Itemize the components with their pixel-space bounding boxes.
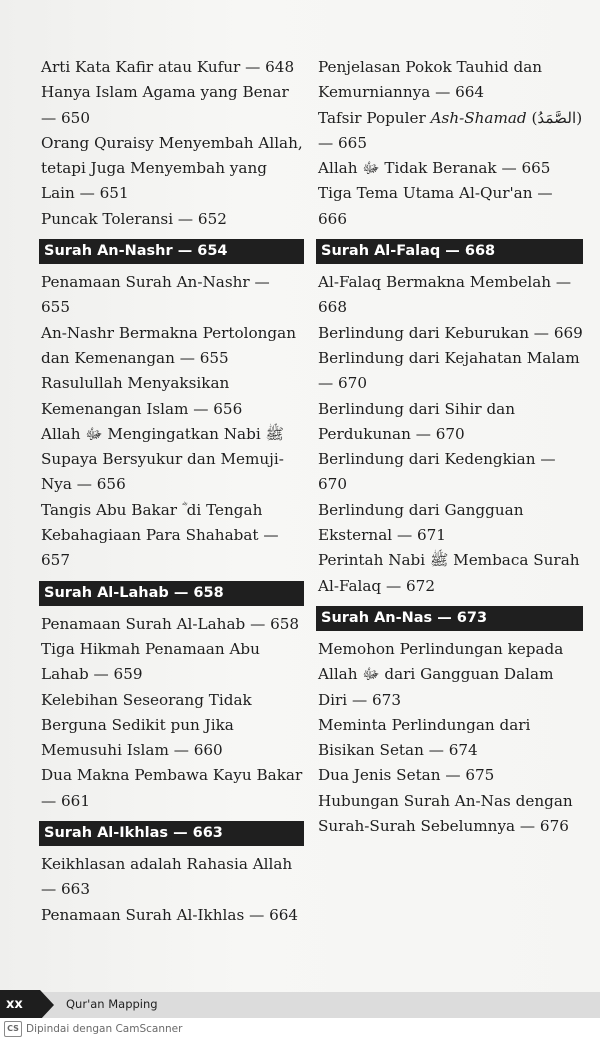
camscanner-icon: CS bbox=[4, 1021, 22, 1037]
footer-book-title: Qur'an Mapping bbox=[66, 997, 158, 1011]
section-heading-al-ikhlas: Surah Al-Ikhlas — 663 bbox=[39, 821, 304, 846]
toc-entry: Allah ﷻ Mengingatkan Nabi ﷺ Supaya Bersyukur dan Memuji-Nya — 656 bbox=[41, 424, 284, 494]
toc-entry: Tiga Tema Utama Al-Qur'an — 666 bbox=[318, 184, 553, 228]
toc-entry: Berlindung dari Keburukan — 669 bbox=[318, 323, 583, 342]
toc-entry: Kelebihan Seseorang Tidak Berguna Sedikit pun Jika Memusuhi Islam — 660 bbox=[41, 690, 252, 760]
toc-entry: Berlindung dari Sihir dan Perdukunan — 670 bbox=[318, 399, 516, 443]
scanner-text: Dipindai dengan CamScanner bbox=[26, 1023, 183, 1035]
toc-entry: Penamaan Surah Al-Ikhlas — 664 bbox=[41, 905, 299, 924]
toc-entry: Keikhlasan adalah Rahasia Allah — 663 bbox=[41, 855, 293, 899]
toc-entry: Berlindung dari Gangguan Eksternal — 671 bbox=[318, 500, 524, 545]
toc-entry: Allah ﷻ Tidak Beranak — 665 bbox=[318, 159, 551, 178]
toc-left-column bbox=[41, 55, 303, 928]
toc-entry: Puncak Toleransi — 652 bbox=[41, 209, 227, 228]
section-heading-an-nas: Surah An-Nas — 673 bbox=[316, 606, 583, 631]
section-heading-al-lahab: Surah Al-Lahab — 658 bbox=[39, 581, 304, 606]
toc-entry: Rasulullah Menyaksikan Kemenangan Islam — 656 bbox=[41, 374, 243, 418]
toc-entry: Memohon Perlindungan kepada Allah ﷻ dari Gangguan Dalam Diri — 673 bbox=[318, 639, 564, 709]
scanner-watermark bbox=[4, 1021, 182, 1037]
toc-entry: Tangis Abu Bakar ؓ di Tengah Kebahagiaan Para Shahabat — 657 bbox=[41, 500, 279, 570]
toc-entry: Meminta Perlindungan dari Bisikan Setan — 674 bbox=[318, 715, 531, 760]
toc-entry: Penamaan Surah An-Nashr — 655 bbox=[41, 273, 270, 317]
toc-entry: Penamaan Surah Al-Lahab — 658 bbox=[41, 614, 300, 633]
entry-italic-term: Ash-Shamad bbox=[430, 108, 527, 127]
section-heading-an-nashr: Surah An-Nashr — 654 bbox=[39, 239, 304, 264]
toc-entry: Dua Jenis Setan — 675 bbox=[318, 766, 495, 785]
toc-entry: Berlindung dari Kedengkian — 670 bbox=[318, 450, 556, 494]
toc-entry: Hanya Islam Agama yang Benar — 650 bbox=[41, 83, 289, 127]
toc-entry: Al-Falaq Bermakna Membelah — 668 bbox=[318, 273, 572, 317]
entry-page: — 665 bbox=[318, 133, 368, 152]
toc-entry-tafsir bbox=[318, 106, 583, 157]
toc-entry: Perintah Nabi ﷺ Membaca Surah Al-Falaq — 672 bbox=[318, 551, 580, 595]
toc-entry: Orang Quraisy Menyembah Allah, tetapi Juga Menyembah yang Lain — 651 bbox=[41, 133, 303, 203]
toc-entry: Hubungan Surah An-Nas dengan Surah-Surah Sebelumnya — 676 bbox=[318, 791, 573, 836]
entry-arabic-term: (الصَّمَدُ) bbox=[526, 108, 583, 127]
page-number-tab: xx bbox=[0, 990, 40, 1020]
toc-entry: Tiga Hikmah Penamaan Abu Lahab — 659 bbox=[41, 639, 260, 684]
toc-entry: Dua Makna Pembawa Kayu Bakar — 661 bbox=[41, 766, 303, 810]
toc-entry: An-Nashr Bermakna Pertolongan dan Kemenangan — 655 bbox=[41, 323, 296, 367]
entry-text: Tafsir Populer bbox=[318, 108, 431, 127]
toc-entry: Penjelasan Pokok Tauhid dan Kemurniannya — 664 bbox=[318, 58, 543, 102]
toc-right-column bbox=[318, 55, 583, 839]
toc-entry: Berlindung dari Kejahatan Malam — 670 bbox=[318, 348, 580, 393]
toc-entry: Arti Kata Kafir atau Kufur — 648 bbox=[41, 58, 295, 76]
section-heading-al-falaq: Surah Al-Falaq — 668 bbox=[316, 239, 583, 264]
